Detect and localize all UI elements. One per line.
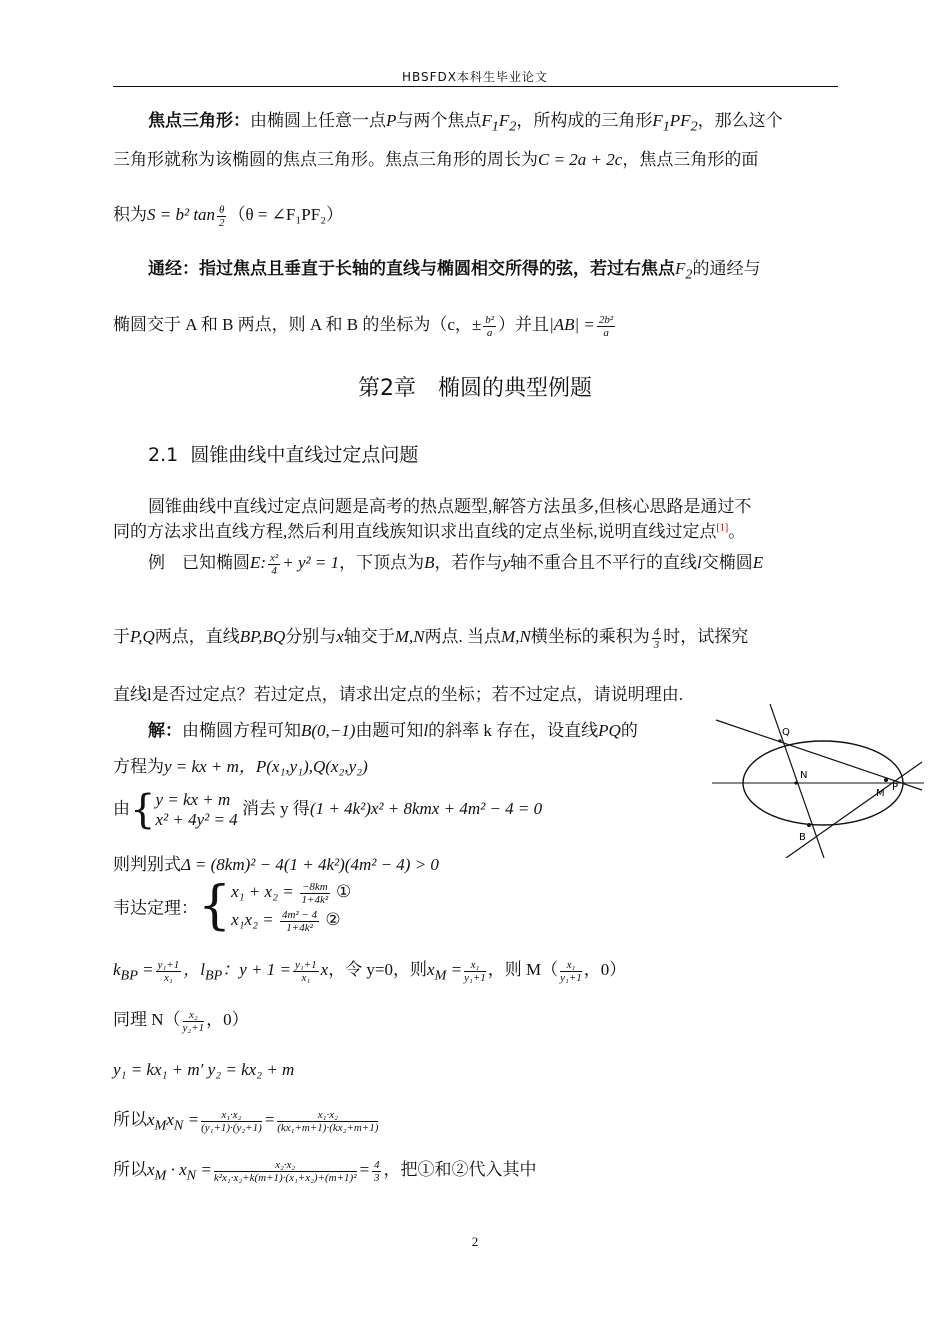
solution-label: 解： (148, 721, 182, 740)
header-rule (113, 86, 838, 87)
solution-line6: $k_{BP}$ = $\frac{\text{y₁+1}}{\text{x₁}}$ ，$l_{BP}$：y + 1 = $\frac{\text{y₁+1}}{\text{x₁}}$ x，令 y=0，则$x_M$ = $\frac{\text{x₁}}{\text{y₁+1}}$ ，则 M（ $\frac{\text{x₁}}{\text{y₁+1}}$ ，0） (113, 958, 627, 984)
latus-label: 通经： (148, 259, 199, 278)
intro-line2: 同的方法求出直线方程,然后利用直线族知识求出直线的定点坐标,说明直线过定点[1]。 (113, 522, 746, 541)
solution-line2: 方程为y = kx + m，P(x₁,y₁),Q(x₂,y₂) (113, 757, 368, 776)
example-line3: 直线l是否过定点？若过定点，请求出定点的坐标；若不过定点，请说明理由. (113, 685, 683, 704)
area-formula: S = b² tan (147, 205, 216, 224)
point-b (807, 823, 811, 827)
point-p (884, 778, 888, 782)
point-q (778, 739, 781, 742)
line-bq (770, 704, 824, 858)
solution-line1: 解：由椭圆方程可知B(0,−1)由题可知l的斜率 k 存在，设直线PQ的 (148, 721, 638, 740)
chapter-title: 第2章 椭圆的典型例题 (358, 376, 592, 401)
solution-line10: 所以$x_M \cdot x_N$ = $\frac{\text{x₂·x₂}}{\text{k²x₁·x₂+k(m+1)·(x₁+x₂)+(m+1)²}}$ = $\frac{4}{3}$ ，把①和②代入其中 (113, 1158, 537, 1184)
angle-note: （θ = ∠F₁PF₂） (228, 205, 344, 224)
focal-triangle-label: 焦点三角形： (148, 111, 250, 130)
line-pq (716, 720, 922, 790)
point-n (794, 781, 797, 784)
ellipse-figure (712, 704, 924, 858)
latus-line1: 通经：指过焦点且垂直于长轴的直线与椭圆相交所得的弦，若过右焦点$F_2$的通经与 (148, 259, 761, 283)
focal-triangle-line3: 积为S = b² tan $\frac{\theta}{2}$ （θ = ∠F₁PF₂） (113, 203, 344, 229)
solution-line4: 则判别式Δ = (8km)² − 4(1 + 4k²)(4m² − 4) > 0 (113, 855, 439, 874)
section-title: 圆锥曲线中直线过定点问题 (190, 444, 419, 466)
perimeter-formula: C = 2a + 2c (538, 150, 623, 169)
section-number: 2.1 (148, 444, 179, 466)
latus-line2: 椭圆交于 A 和 B 两点，则 A 和 B 的坐标为（c，± $\frac{\text{b²}}{a}$ ）并且|AB| = $\frac{\text{2b²}}{a}$ (113, 313, 614, 339)
label-n: N (800, 770, 808, 781)
example-line1: 例 已知椭圆E: $\frac{\text{x²}}{4}$ + y² = 1，下顶点为B，若作与y轴不重合且不平行的直线l交椭圆E (148, 551, 764, 577)
label-b: B (799, 832, 806, 843)
page-number: 2 (471, 1234, 479, 1249)
solution-line5: 韦达定理：{ x₁ + x₂ = $\frac{-8km}{\text{1+4k²}}$ ① x₁x₂ = $\frac{\text{4m² − 4}}{\text{1+4k²}}$ ② (113, 876, 352, 936)
citation-ref[interactable]: [1] (716, 522, 729, 534)
label-m: M (876, 788, 885, 799)
solution-line9: 所以$x_Mx_N$ = $\frac{\text{x₁·x₂}}{\text{(y₁+1)·(y₂+1)}}$ = $\frac{\text{x₁·x₂}}{\text{(kx₁+m+1)·(kx₂+m+1)}}$ (113, 1108, 379, 1134)
header-title: HBSFDX本科生毕业论文 (401, 70, 549, 84)
solution-line3: 由{ y = kx + m x² + 4y² = 4 消去 y 得(1 + 4k²)x² + 8kmx + 4m² − 4 = 0 (113, 787, 543, 833)
section-heading (148, 440, 418, 467)
example-line2: 于P,Q两点，直线BP,BQ分别与x轴交于M,N两点. 当点M,N横坐标的乘积为 $\frac{4}{3}$ 时，试探究 (113, 625, 749, 651)
label-q: Q (782, 727, 790, 738)
solution-line7: 同理 N（ $\frac{\text{x₂}}{\text{y₂+1}}$ ，0） (113, 1008, 249, 1034)
intro-line1: 圆锥曲线中直线过定点问题是高考的热点题型,解答方法虽多,但核心思路是通过不 (148, 497, 752, 516)
focal-triangle-line2: 三角形就称为该椭圆的焦点三角形。焦点三角形的周长为C = 2a + 2c，焦点三角形的面 (113, 150, 759, 169)
solution-line8: y₁ = kx₁ + m′ y₂ = kx₂ + m (113, 1060, 295, 1079)
focal-triangle-line1: 焦点三角形：由椭圆上任意一点P与两个焦点$F_1F_2$，所构成的三角形$F_1PF_2$，那么这个 (148, 111, 783, 135)
label-p: P (892, 782, 899, 793)
